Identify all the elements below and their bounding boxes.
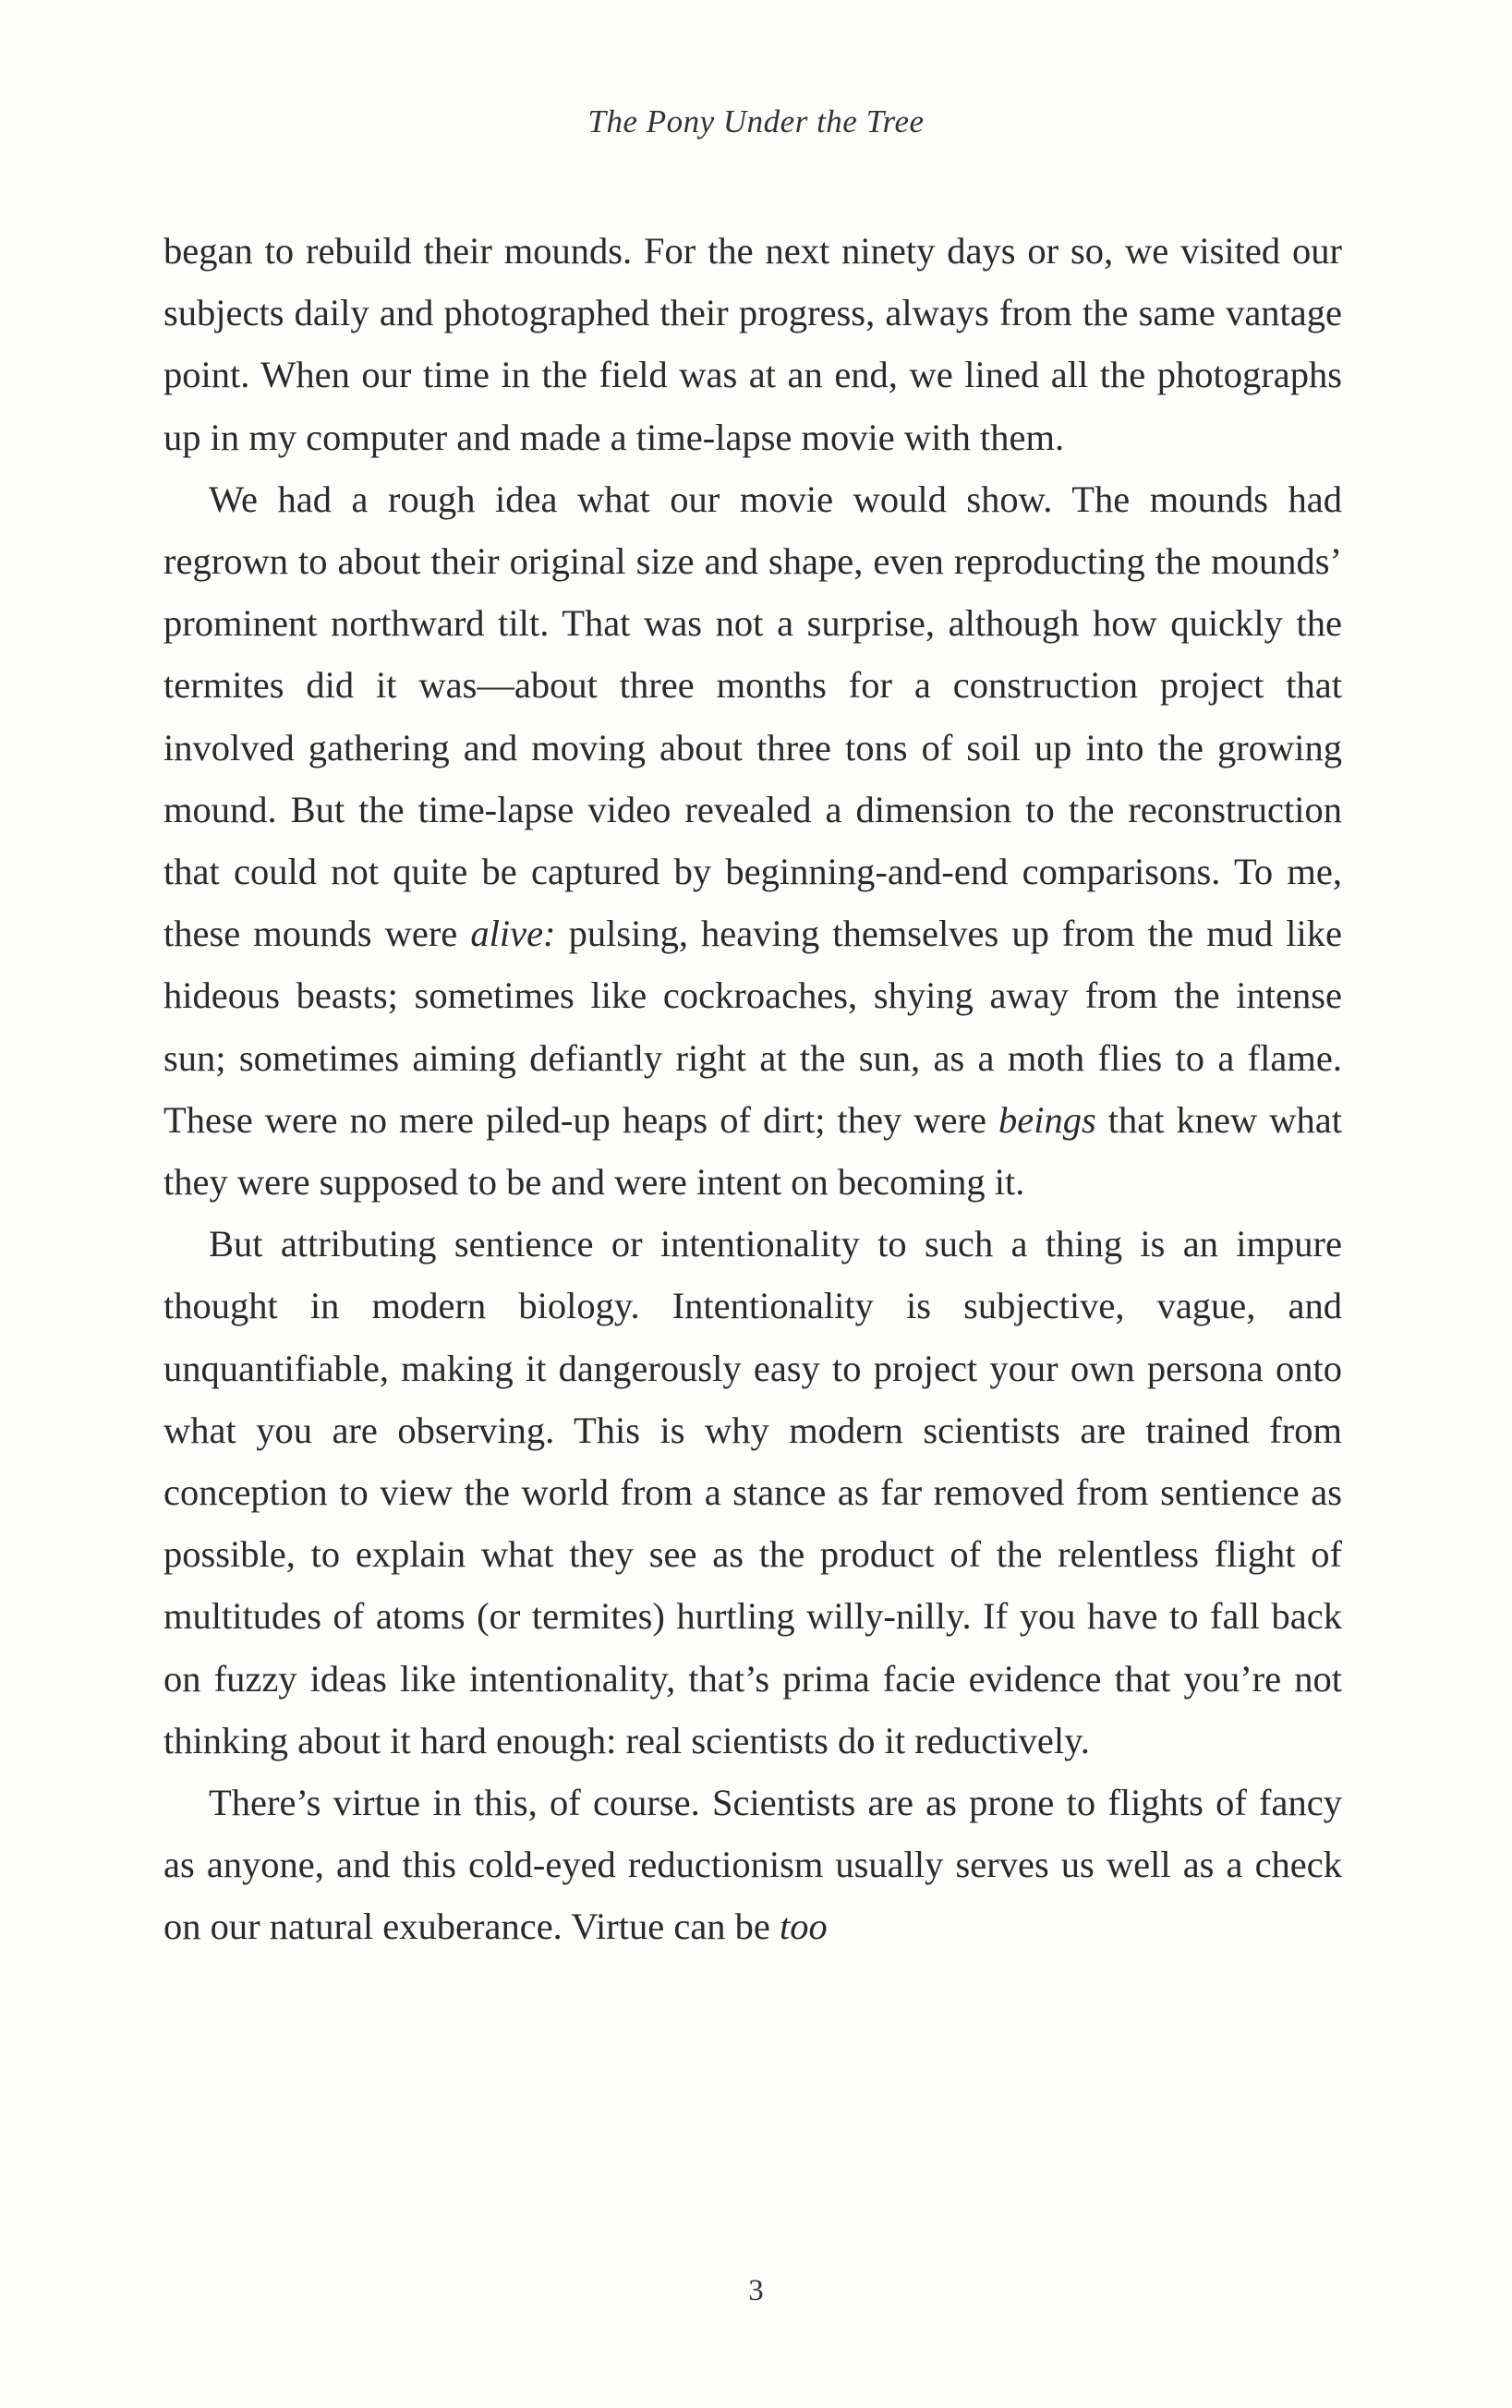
running-head: The Pony Under the Tree xyxy=(587,103,925,139)
text-run: There’s virtue in this, of course. Scientists are as prone to flights of fancy as anyone, and this cold-eyed reductionism usually serves us well as a check on our natural exuberance. Virtue can be xyxy=(163,1782,1342,1948)
body-text xyxy=(163,220,1342,1958)
italic-run: too xyxy=(780,1906,828,1948)
page-number: 3 xyxy=(748,2274,764,2307)
text-run: pulsing, heaving themselves up from the mud like hideous beasts; sometimes like cockroaches, shying away from the intense sun; sometimes aiming defiantly right at the sun, as a moth flies to a flame. These were no mere piled-up heaps of dirt; they were xyxy=(163,913,1342,1141)
paragraph xyxy=(163,1213,1342,1772)
text-run: began to rebuild their mounds. For the next ninety days or so, we visited our subjects daily and photographed their progress, always from the same vantage point. When our time in the field was at an end, we lined all the photographs up in my computer and made a time-lapse movie with them. xyxy=(163,230,1342,458)
italic-run: beings xyxy=(998,1098,1096,1141)
text-run: But attributing sentience or intentionality to such a thing is an impure thought in modern biology. Intentionality is subjective, vague, and unquantifiable, making it dangerously easy to project your own persona onto what you are observing. This is why modern scientists are trained from conception to view the world from a stance as far removed from sentience as possible, to explain what they see as the product of the relentless flight of multitudes of atoms (or termites) hurtling willy-nilly. If you have to fall back on fuzzy ideas like intentionality, that’s prima facie evidence that you’re not thinking about it hard enough: real scientists do it reductively. xyxy=(163,1223,1342,1761)
paragraph xyxy=(163,220,1342,468)
paragraph xyxy=(163,468,1342,1213)
paragraph xyxy=(163,1772,1342,1958)
text-run: that knew what they were supposed to be and were intent on becoming it. xyxy=(163,1098,1342,1204)
text-run: We had a rough idea what our movie would show. The mounds had regrown to about their original size and shape, even reproducting the mounds’ prominent northward tilt. That was not a surprise, although how quickly the termites did it was—about three months for a construction project that involved gathering and moving about three tons of soil up into the growing mound. But the time-lapse video revealed a dimension to the reconstruction that could not quite be captured by beginning-and-end comparisons. To me, these mounds were xyxy=(163,478,1342,955)
italic-run: alive: xyxy=(470,913,556,955)
